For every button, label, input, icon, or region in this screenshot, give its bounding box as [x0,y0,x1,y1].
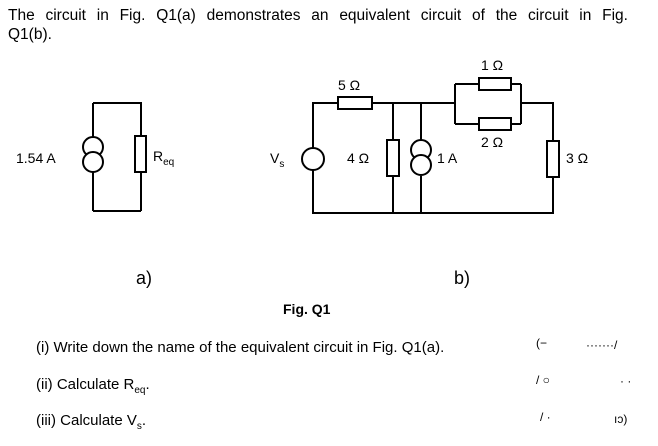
margin-mark-1a: (− [536,336,548,350]
question-3: (iii) Calculate $V_s$. [36,412,147,432]
vs-label: $V_s$ [270,150,285,170]
current-1a-label: 1 A [437,150,458,166]
resistor-req [135,136,146,172]
resistor-3-ohm [547,141,559,177]
margin-mark-2a: / ○ [536,373,550,387]
r-3-label: 3 Ω [566,150,589,166]
margin-mark-3a: / · [540,410,551,424]
problem-statement-line-1: The circuit in Fig. Q1(a) demonstrates an equivalent circuit of the circuit in Fig. [8,7,628,24]
question-1: (i) Write down the name of the equivalent circuit in Fig. Q1(a). [36,339,445,356]
r-4-label: 4 Ω [347,150,370,166]
source-label-a: 1.54 A [16,150,56,166]
circuit-b [270,57,588,213]
r-1-label: 1 Ω [481,57,504,73]
margin-mark-1b: ·······/ [586,338,618,352]
req-label: $R_{eq}$ [153,148,175,168]
caption-a: a) [136,268,153,288]
margin-mark-3b: ıɔ) [614,412,628,426]
current-source-a [83,137,103,172]
resistor-4-ohm [387,140,399,176]
question-2: (ii) Calculate $R_{eq}$. [36,376,150,396]
resistor-2-ohm [479,118,511,130]
caption-b: b) [454,268,471,288]
margin-mark-2b: · · [620,374,632,388]
current-source-b [411,140,431,175]
r-2-label: 2 Ω [481,134,504,150]
problem-statement-line-2: Q1(b). [8,26,52,43]
r-5-label: 5 Ω [338,77,361,93]
resistor-5-ohm [338,97,372,109]
circuit-a [16,103,174,211]
resistor-1-ohm [479,78,511,90]
voltage-source-b [302,148,324,170]
figure-caption: Fig. Q1 [283,301,331,317]
